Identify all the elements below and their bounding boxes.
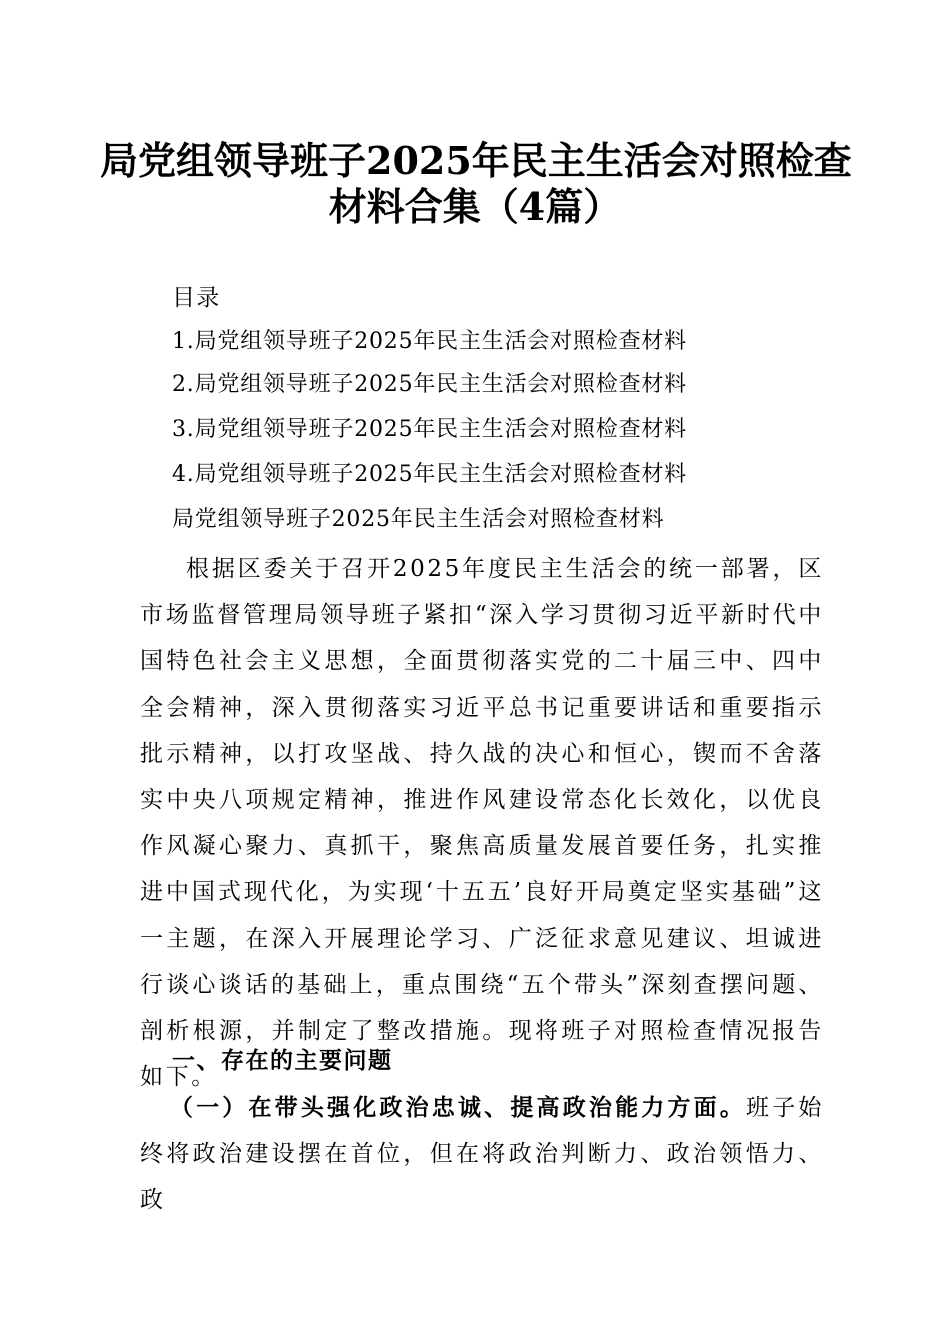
document-title-line-2: 材料合集（4篇） — [328, 184, 622, 229]
toc-item-4: 4.局党组领导班子2025年民主生活会对照检查材料 — [172, 462, 687, 487]
section-title: 局党组领导班子2025年民主生活会对照检查材料 — [172, 507, 665, 532]
toc-item-3: 3.局党组领导班子2025年民主生活会对照检查材料 — [172, 417, 687, 442]
toc-heading: 目录 — [172, 285, 221, 311]
sub-paragraph-1: 班子始终将政治建设摆在首位，但在将政治判断力、政治领悟力、政 — [140, 1095, 824, 1214]
sub-section-paragraph — [140, 1085, 824, 1224]
sub-heading-1: （一）在带头强化政治忠诚、提高政治能力方面。 — [169, 1094, 747, 1121]
toc-item-1: 1.局党组领导班子2025年民主生活会对照检查材料 — [172, 329, 687, 354]
document-title-line-1: 局党组领导班子2025年民主生活会对照检查 — [100, 138, 852, 183]
heading-existing-problems: 一、存在的主要问题 — [172, 1048, 393, 1074]
intro-paragraph: 根据区委关于召开2025年度民主生活会的统一部署，区市场监督管理局领导班子紧扣“深入学习贯彻习近平新时代中国特色社会主义思想，全面贯彻落实党的二十届三中、四中全会精神，深入贯彻落实习近平总书记重要讲话和重要指示批示精神，以打攻坚战、持久战的决心和恒心，锲而不舍落实中央八项规定精神，推进作风建设常态化长效化，以优良作风凝心聚力、真抓干，聚焦高质量发展首要任务，扎实推进中国式现代化，为实现‘十五五’良好开局奠定坚实基础”这一主题，在深入开展理论学习、广泛征求意见建议、坦诚进行谈心谈话的基础上，重点围绕“五个带头”深刻查摆问题、剖析根源，并制定了整改措施。现将班子对照检查情况报告如下。 — [140, 556, 824, 1091]
toc-item-2: 2.局党组领导班子2025年民主生活会对照检查材料 — [172, 372, 687, 397]
